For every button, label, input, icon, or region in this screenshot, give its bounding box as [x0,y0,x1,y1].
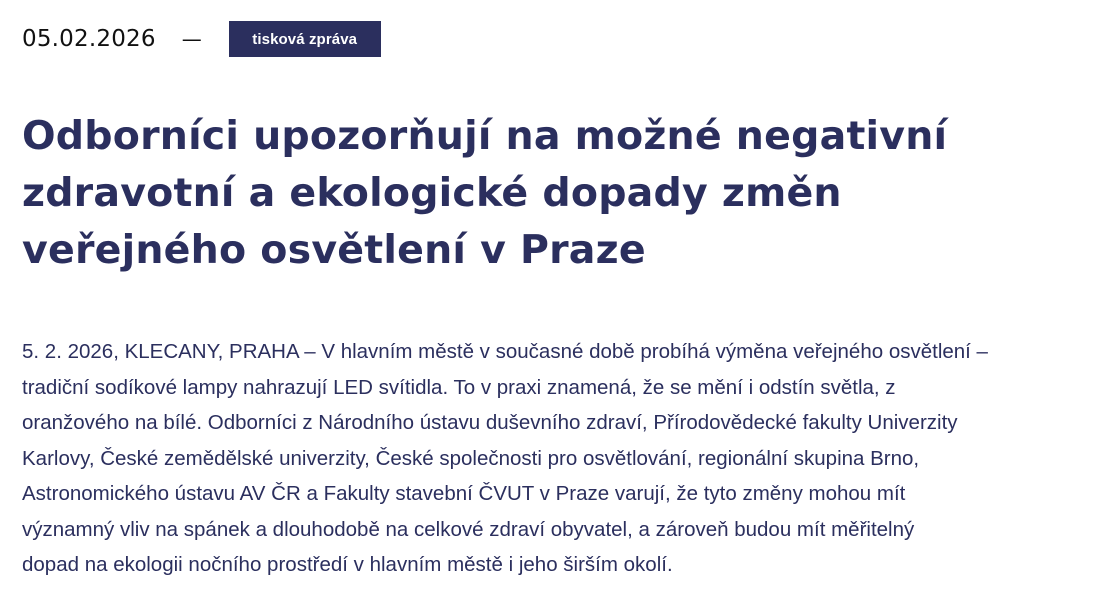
paragraph-line: 5. 2. 2026, KLECANY, PRAHA – V hlavním městě v současné době probíhá výměna veřejného osvětlení – [22,340,988,363]
article-title-line: veřejného osvětlení v Praze [22,227,646,273]
paragraph-line: tradiční sodíkové lampy nahrazují LED svítidla. To v praxi znamená, že se mění i odstín světla, z [22,375,896,399]
article-meta [22,21,381,57]
category-badge[interactable]: tisková zpráva [229,21,381,57]
paragraph-line: oranžového na bílé. Odborníci z Národního ústavu duševního zdraví, Přírodovědecké fakulty Univerzity [22,411,958,434]
article-lead-paragraph [22,334,1082,583]
paragraph-line: dopad na ekologii nočního prostředí v hlavním městě i jeho širším okolí. [22,553,673,576]
publish-date: 05.02.2026 [22,25,156,52]
paragraph-line: Astronomického ústavu AV ČR a Fakulty stavební ČVUT v Praze varují, že tyto změny mohou mít [22,482,906,505]
paragraph-line: významný vliv na spánek a dlouhodobě na celkové zdraví obyvatel, a zároveň budou mít měřitelný [22,517,915,541]
article-title [22,108,1062,279]
meta-separator: — [181,27,202,51]
paragraph-line: Karlovy, České zemědělské univerzity, České společnosti pro osvětlování, regionální skupina Brno, [22,446,920,470]
article-title-line: zdravotní a ekologické dopady změn [22,170,842,216]
article-title-line: Odborníci upozorňují na možné negativní [22,113,948,159]
